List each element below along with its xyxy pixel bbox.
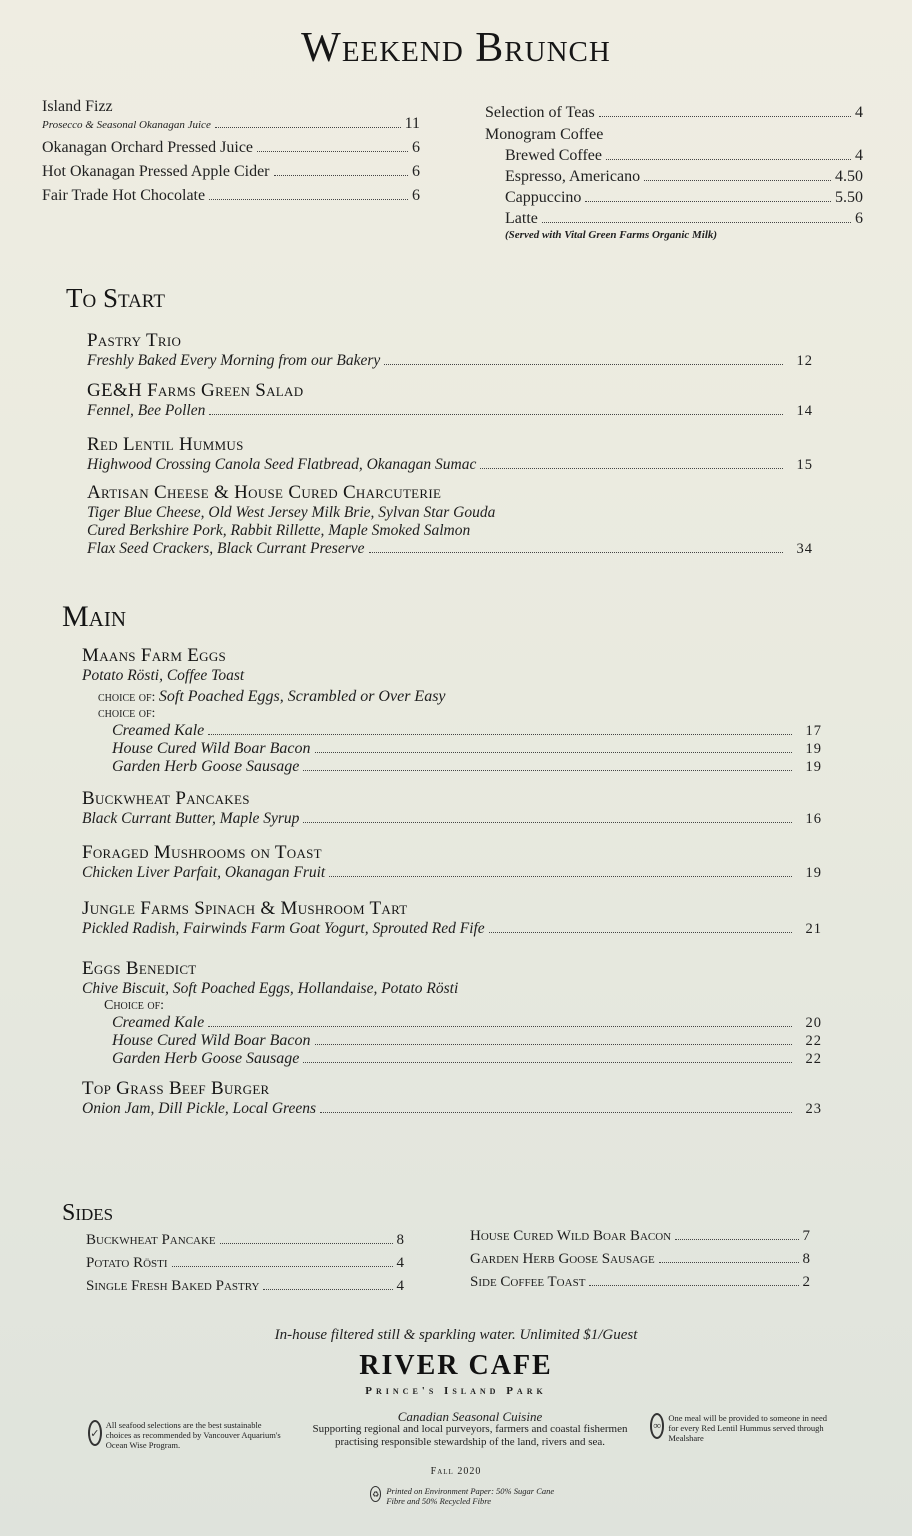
drink-price: 4.50 <box>835 168 863 185</box>
item-desc: Pickled Radish, Fairwinds Farm Goat Yogurt, Sprouted Red Fife <box>82 920 485 937</box>
item-title: Jungle Farms Spinach & Mushroom Tart <box>82 898 408 919</box>
drink-name: Brewed Coffee <box>505 147 602 164</box>
item-price: 15 <box>796 457 813 473</box>
option-name: House Cured Wild Boar Bacon <box>112 1032 311 1049</box>
main-items <box>82 645 822 1118</box>
item-desc: Highwood Crossing Canola Seed Flatbread, Okanagan Sumac <box>87 456 477 473</box>
section-heading-sides: Sides <box>62 1200 114 1226</box>
dot-leader <box>480 468 783 469</box>
dot-leader <box>644 180 831 181</box>
dot-leader <box>303 1062 792 1063</box>
drink-row <box>42 139 420 157</box>
menu-item <box>87 482 813 558</box>
option-row <box>112 722 822 740</box>
drink-row <box>505 168 863 186</box>
item-title: Artisan Cheese & House Cured Charcuterie <box>87 482 442 503</box>
to-start-items <box>87 330 813 558</box>
item-title: GE&H Farms Green Salad <box>87 380 304 401</box>
item-row <box>87 352 813 370</box>
mealshare-text: One meal will be provided to someone in need for every Red Lentil Hummus served through Mealshare <box>668 1413 827 1443</box>
option-row <box>112 1014 822 1032</box>
ocean-wise-text: All seafood selections are the best sustainable choices as recommended by Vancouver Aquarium's Ocean Wise Program. <box>105 1420 281 1450</box>
side-price: 4 <box>396 1255 404 1271</box>
paper-text: Printed on Environment Paper: 50% Sugar Cane Fibre and 50% Recycled Fibre <box>386 1486 555 1506</box>
menu-item-mushrooms <box>82 842 822 882</box>
item-row <box>82 810 822 828</box>
cuisine-block <box>295 1410 645 1449</box>
park-name: Prince's Island Park <box>365 1385 547 1397</box>
dot-leader <box>220 1243 393 1244</box>
option-price: 17 <box>805 723 822 739</box>
ocean-wise-icon: ✓ <box>88 1420 102 1446</box>
drink-row <box>42 116 420 133</box>
drink-price: 4 <box>855 104 863 121</box>
dot-leader <box>315 752 793 753</box>
side-row <box>470 1274 810 1291</box>
side-name: Buckwheat Pancake <box>86 1232 216 1248</box>
item-price: 34 <box>796 541 813 557</box>
season-label: Fall 2020 <box>430 1466 482 1477</box>
item-desc: Tiger Blue Cheese, Old West Jersey Milk Brie, Sylvan Star Gouda <box>87 504 496 521</box>
dot-leader <box>606 159 851 160</box>
mealshare-icon: ∞ <box>650 1413 664 1439</box>
item-title: Red Lentil Hummus <box>87 434 244 455</box>
drink-price: 6 <box>412 139 420 156</box>
dot-leader <box>209 199 408 200</box>
menu-item-pancakes <box>82 788 822 828</box>
dot-leader <box>320 1112 792 1113</box>
dot-leader <box>215 127 401 128</box>
dot-leader <box>208 1026 792 1027</box>
item-title: Foraged Mushrooms on Toast <box>82 842 322 863</box>
cuisine-heading: Canadian Seasonal Cuisine <box>397 1409 543 1424</box>
sides-left <box>86 1232 404 1295</box>
item-price: 23 <box>805 1101 822 1117</box>
item-title: Pastry Trio <box>87 330 182 351</box>
sides-right <box>470 1228 810 1291</box>
recycle-icon: ♻ <box>370 1486 381 1502</box>
item-desc: Potato Rösti, Coffee Toast <box>82 667 245 684</box>
dot-leader <box>585 201 831 202</box>
dot-leader <box>263 1289 392 1290</box>
dot-leader <box>329 876 792 877</box>
drink-price: 6 <box>855 210 863 227</box>
item-row <box>87 402 813 420</box>
option-price: 20 <box>805 1015 822 1031</box>
item-desc: Chicken Liver Parfait, Okanagan Fruit <box>82 864 326 881</box>
drink-price: 5.50 <box>835 189 863 206</box>
drink-row <box>505 189 863 207</box>
dot-leader <box>303 822 792 823</box>
dot-leader <box>274 175 408 176</box>
side-price: 8 <box>802 1251 810 1267</box>
drink-name: Espresso, Americano <box>505 168 641 185</box>
side-row <box>470 1251 810 1268</box>
item-title: Eggs Benedict <box>82 958 197 979</box>
supporting-text: Supporting regional and local purveyors, farmers and coastal fishermen practising responsible stewardship of the land, rivers and sea. <box>312 1423 628 1448</box>
dot-leader <box>208 734 792 735</box>
option-name: Garden Herb Goose Sausage <box>112 1050 300 1067</box>
drink-row <box>42 163 420 181</box>
menu-item <box>87 330 813 370</box>
menu-item-benedict <box>82 958 822 1068</box>
drink-name: Okanagan Orchard Pressed Juice <box>42 139 254 156</box>
menu-item-eggs <box>82 645 822 776</box>
item-title: Maans Farm Eggs <box>82 645 227 666</box>
choice-line <box>82 688 822 706</box>
item-price: 19 <box>805 865 822 881</box>
drink-sub: Prosecco & Seasonal Okanagan Juice <box>42 119 211 131</box>
side-price: 7 <box>802 1228 810 1244</box>
option-name: House Cured Wild Boar Bacon <box>112 740 311 757</box>
menu-item <box>87 434 813 474</box>
drink-name: Hot Okanagan Pressed Apple Cider <box>42 163 270 180</box>
drink-name: Cappuccino <box>505 189 582 206</box>
item-price: 12 <box>796 353 813 369</box>
dot-leader <box>209 414 783 415</box>
drink-row <box>505 147 863 165</box>
option-price: 19 <box>805 741 822 757</box>
drink-row <box>42 187 420 205</box>
menu-item-burger <box>82 1078 822 1118</box>
option-price: 22 <box>805 1051 822 1067</box>
section-heading-to-start: To Start <box>66 283 165 313</box>
side-price: 4 <box>396 1278 404 1294</box>
dot-leader <box>384 364 783 365</box>
drink-name: Island Fizz <box>42 98 113 115</box>
side-name: Side Coffee Toast <box>470 1274 586 1290</box>
side-row <box>86 1255 404 1272</box>
drink-row <box>485 104 863 122</box>
item-row <box>87 456 813 474</box>
item-title: Top Grass Beef Burger <box>82 1078 270 1099</box>
choice-label: choice of: <box>98 706 156 721</box>
item-price: 16 <box>805 811 822 827</box>
drink-price: 4 <box>855 147 863 164</box>
side-price: 8 <box>396 1232 404 1248</box>
item-desc: Cured Berkshire Pork, Rabbit Rillette, Maple Smoked Salmon <box>87 522 471 539</box>
item-title: Buckwheat Pancakes <box>82 788 250 809</box>
side-row <box>470 1228 810 1245</box>
item-desc: Fennel, Bee Pollen <box>87 402 206 419</box>
side-name: Potato Rösti <box>86 1255 168 1271</box>
side-price: 2 <box>802 1274 810 1290</box>
drink-name: Latte <box>505 210 538 227</box>
item-desc: Chive Biscuit, Soft Poached Eggs, Hollandaise, Potato Rösti <box>82 980 459 997</box>
item-row <box>82 864 822 882</box>
drinks-right <box>485 104 863 241</box>
ocean-wise-block <box>88 1420 288 1450</box>
item-desc: Black Currant Butter, Maple Syrup <box>82 810 300 827</box>
coffee-list <box>485 147 863 241</box>
side-name: Garden Herb Goose Sausage <box>470 1251 655 1267</box>
dot-leader <box>172 1266 393 1267</box>
drink-price: 6 <box>412 187 420 204</box>
section-heading-main: Main <box>62 600 126 633</box>
side-name: Single Fresh Baked Pastry <box>86 1278 260 1294</box>
dot-leader <box>599 116 851 117</box>
option-row <box>112 740 822 758</box>
drinks-left <box>42 98 420 205</box>
choice-label: Choice of: <box>104 998 165 1013</box>
option-name: Creamed Kale <box>112 722 205 739</box>
option-name: Creamed Kale <box>112 1014 205 1031</box>
choice-options <box>82 1014 822 1068</box>
coffee-heading: Monogram Coffee <box>485 126 604 143</box>
dot-leader <box>542 222 851 223</box>
item-desc: Flax Seed Crackers, Black Currant Preserve <box>87 540 365 557</box>
item-row <box>82 920 822 938</box>
drink-row <box>505 210 863 228</box>
choice-label: choice of: <box>98 690 156 705</box>
item-desc: Onion Jam, Dill Pickle, Local Greens <box>82 1100 317 1117</box>
dot-leader <box>257 151 408 152</box>
option-price: 22 <box>805 1033 822 1049</box>
option-row <box>112 1050 822 1068</box>
dot-leader <box>659 1262 799 1263</box>
choice-options <box>82 722 822 776</box>
dot-leader <box>589 1285 798 1286</box>
milk-note: (Served with Vital Green Farms Organic Milk) <box>505 229 718 241</box>
side-row <box>86 1278 404 1295</box>
choice-text: Soft Poached Eggs, Scrambled or Over Easy <box>158 688 446 705</box>
paper-block <box>370 1486 570 1506</box>
drink-name: Fair Trade Hot Chocolate <box>42 187 206 204</box>
side-row <box>86 1232 404 1249</box>
menu-item <box>87 380 813 420</box>
drink-price: 11 <box>404 115 420 132</box>
item-price: 14 <box>796 403 813 419</box>
item-row <box>87 540 813 558</box>
item-desc: Freshly Baked Every Morning from our Bakery <box>87 352 381 369</box>
option-row <box>112 1032 822 1050</box>
menu-item-tart <box>82 898 822 938</box>
dot-leader <box>489 932 792 933</box>
item-price: 21 <box>805 921 822 937</box>
option-name: Garden Herb Goose Sausage <box>112 758 300 775</box>
dot-leader <box>369 552 784 553</box>
side-name: House Cured Wild Boar Bacon <box>470 1228 672 1244</box>
dot-leader <box>315 1044 793 1045</box>
restaurant-logo: RIVER CAFE <box>359 1350 553 1381</box>
water-note: In-house filtered still & sparkling water. Unlimited $1/Guest <box>274 1327 638 1343</box>
option-row <box>112 758 822 776</box>
option-price: 19 <box>805 759 822 775</box>
dot-leader <box>675 1239 798 1240</box>
dot-leader <box>303 770 792 771</box>
drink-price: 6 <box>412 163 420 180</box>
mealshare-block <box>650 1413 835 1443</box>
drink-name: Selection of Teas <box>485 104 595 121</box>
item-row <box>82 1100 822 1118</box>
menu-title: Weekend Brunch <box>301 25 611 71</box>
